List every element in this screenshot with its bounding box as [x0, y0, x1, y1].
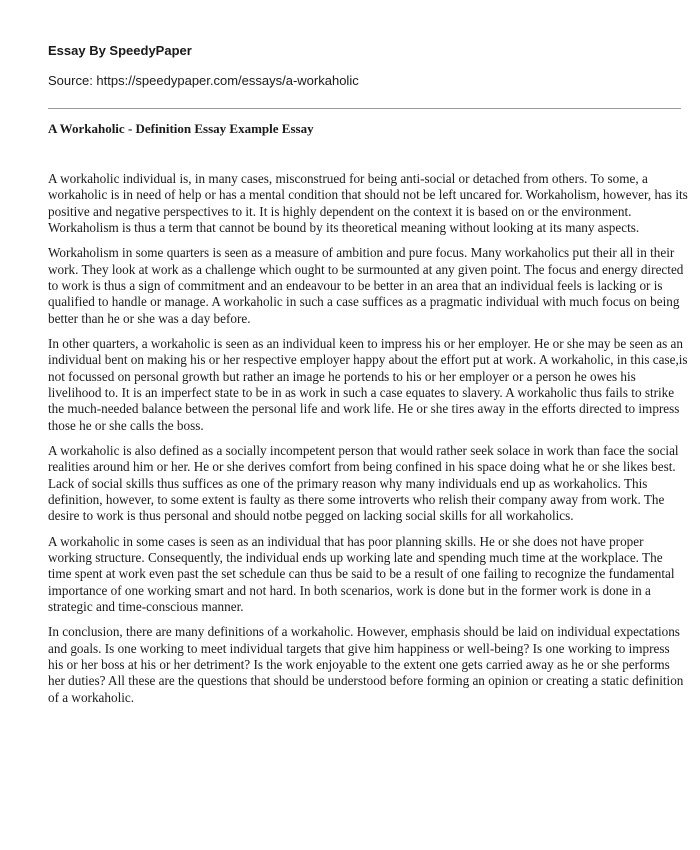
essay-paragraph: A workaholic in some cases is seen as an individual that has poor planning skills. He or she does not have proper working structure. Consequently, the individual ends up working late and spending much time at the workplace. The time spent at work even past the set schedule can thus be said to be a result of one failing to recognize the fundamental importance of one working smart and not hard. In both scenarios, work is done but in the former work is done in a strategic and time-conscious manner.	[48, 533, 675, 614]
essay-paragraph: Workaholism in some quarters is seen as a measure of ambition and pure focus. Many workaholics put their all in their work. They look at work as a challenge which ought to be surmounted at any given point. The focus and energy directed to work is thus a sign of commitment and an endeavour to be better in an area that an individual feels is lacking or is qualified to handle or manage. A workaholic in such a case suffices as a pragmatic individual with much focus on being better than he or she was a day before.	[48, 245, 684, 326]
essay-paragraph: In other quarters, a workaholic is seen as an individual keen to impress his or her employer. He or she may be seen as an individual bent on making his or her respective employer happy about the effort put at work. A workaholic, in this case,is not focussed on personal growth but rather an image he portends to his or her employer or a person he owes his livelihood to. It is an imperfect state to be in as work in such a case equates to slavery. A workaholic thus fails to strike the much-needed balance between the personal life and work life. He or she tires away in the efforts directed to impress those he or she calls the boss.	[48, 336, 688, 433]
source-line: Source: https://speedypaper.com/essays/a-workaholic	[48, 73, 359, 88]
essay-paragraph: A workaholic individual is, in many cases, misconstrued for being anti-social or detached from others. To some, a workaholic is in need of help or has a mental condition that should not be left uncared for. Workaholism, however, has its positive and negative perspectives to it. It is highly dependent on the context it is based on or the environment. Workaholism is thus a term that cannot be bound by its theoretical meaning without looking at its many aspects.	[48, 171, 688, 235]
header-divider	[48, 108, 681, 109]
essay-paragraph: In conclusion, there are many definitions of a workaholic. However, emphasis should be laid on individual expectations and goals. Is one working to meet individual targets that give him happiness or well-being? Is one working to impress his or her boss at his or her detriment? Is the work enjoyable to the extent one gets carried away as he or she performs her duties? All these are the questions that should be understood before forming an opinion or creating a static definition of a workaholic.	[48, 624, 684, 705]
essay-body	[48, 171, 688, 715]
brand-heading: Essay By SpeedyPaper	[48, 43, 192, 58]
essay-title: A Workaholic - Definition Essay Example Essay	[48, 121, 314, 136]
essay-paragraph: A workaholic is also defined as a socially incompetent person that would rather seek solace in work than face the social realities around him or her. He or she derives comfort from being confined in his space doing what he or she likes best. Lack of social skills thus suffices as one of the primary reason why many individuals end up as workaholics. This definition, however, to some extent is faulty as there some introverts who relish their company away from work. The desire to work is thus personal and should notbe pegged on lacking social skills for all workaholics.	[48, 443, 679, 524]
